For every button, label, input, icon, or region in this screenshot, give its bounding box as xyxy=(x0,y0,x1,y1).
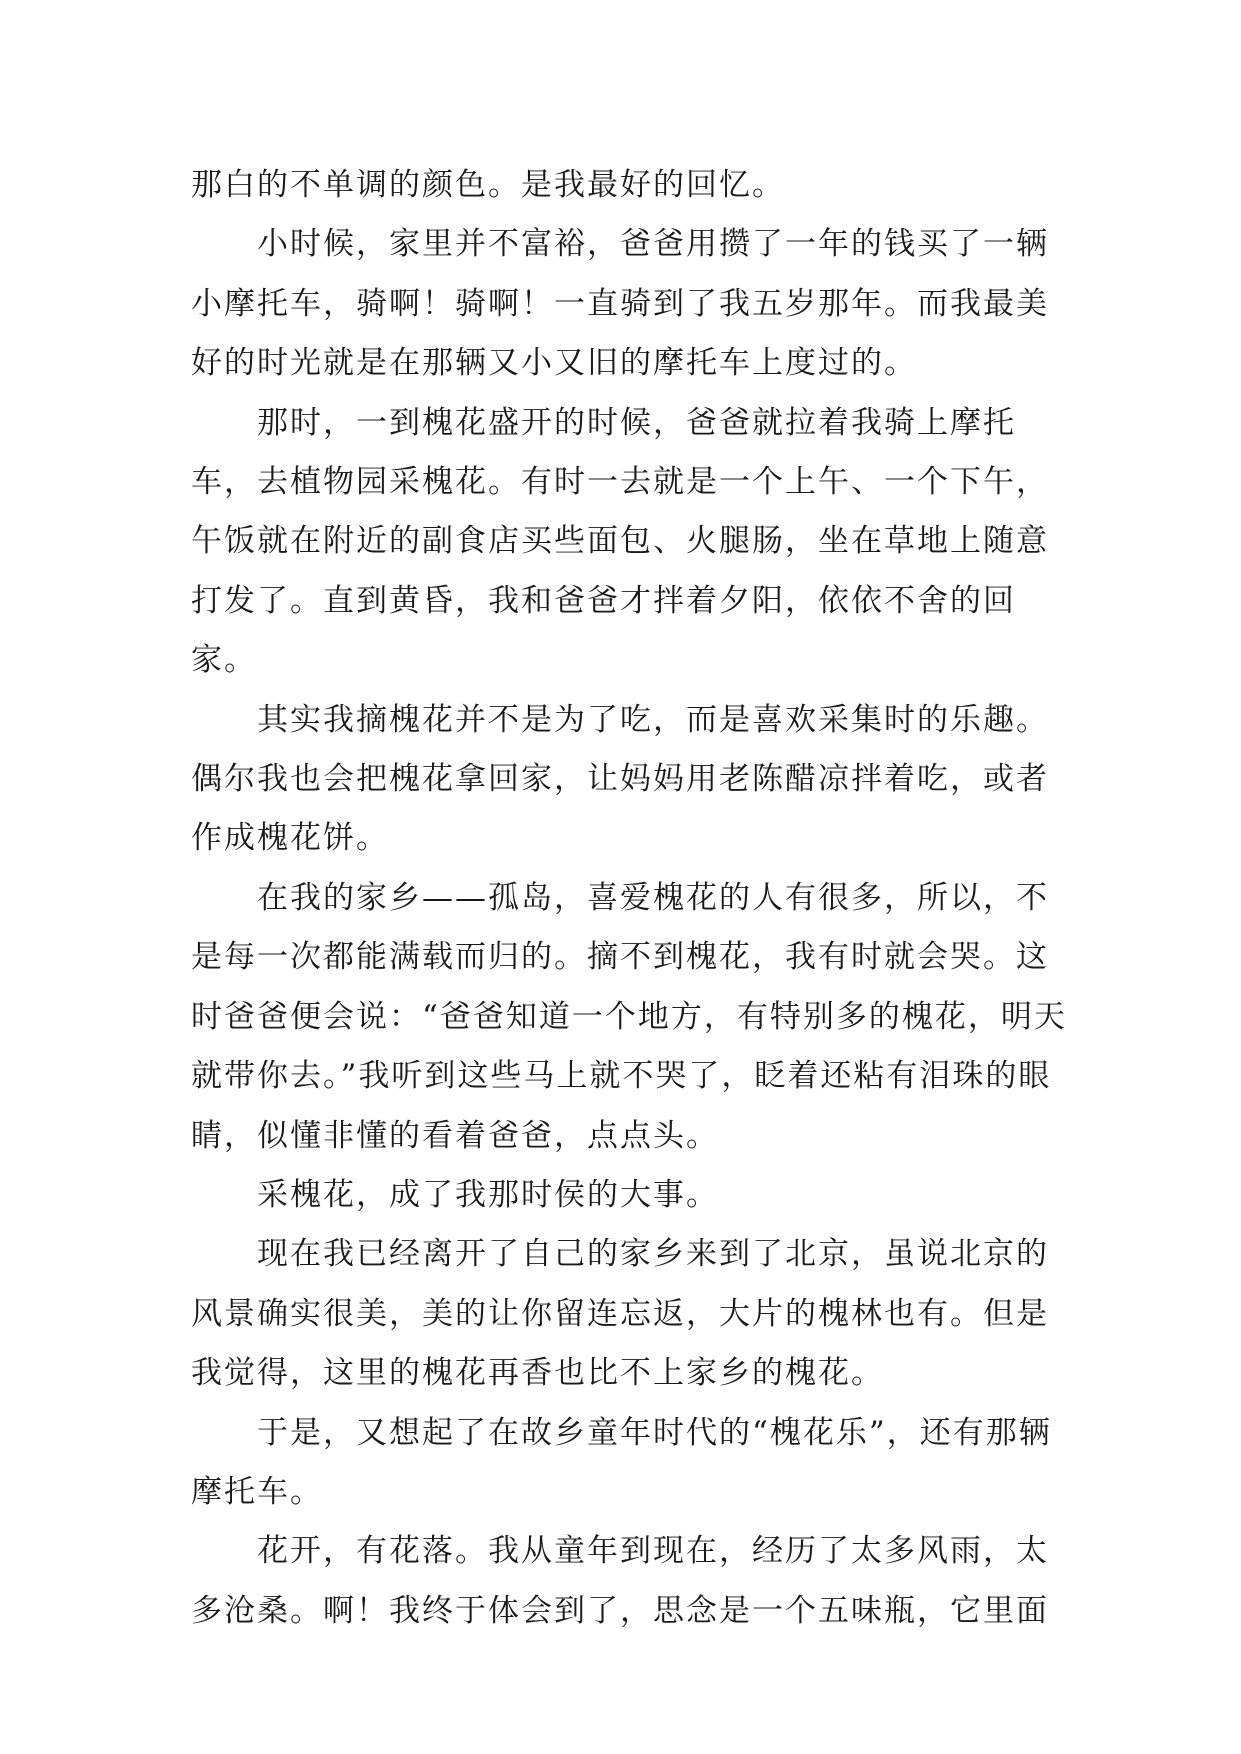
paragraph: 于是，又想起了在故乡童年时代的“槐花乐”，还有那辆摩托车。 xyxy=(191,1414,1052,1510)
document-body xyxy=(191,156,1071,1641)
paragraph: 那时，一到槐花盛开的时候，爸爸就拉着我骑上摩托车，去植物园采槐花。有时一去就是一个上午、一个下午，午饭就在附近的副食店买些面包、火腿肠，坐在草地上随意打发了。直到黄昏，我和爸爸才拌着夕阳，依依不舍的回家。 xyxy=(191,404,1049,679)
paragraph: 采槐花，成了我那时侯的大事。 xyxy=(257,1176,719,1213)
paragraph: 花开，有花落。我从童年到现在，经历了太多风雨，太多沧桑。啊！我终于体会到了，思念是一个五味瓶，它里面 xyxy=(191,1533,1049,1629)
paragraph: 那白的不单调的颜色。是我最好的回忆。 xyxy=(191,167,785,203)
paragraph: 小时候，家里并不富裕，爸爸用攒了一年的钱买了一辆小摩托车，骑啊！骑啊！一直骑到了我五岁那年。而我最美好的时光就是在那辆又小又旧的摩托车上度过的。 xyxy=(191,226,1049,382)
paragraph: 在我的家乡——孤岛，喜爱槐花的人有很多，所以，不是每一次都能满载而归的。摘不到槐花，我有时就会哭。这时爸爸便会说：“爸爸知道一个地方，有特别多的槐花，明天就带你去。”我听到这些马上就不哭了，眨着还粘有泪珠的眼睛，似懂非懂的看着爸爸，点点头。 xyxy=(191,879,1067,1154)
paragraph: 现在我已经离开了自己的家乡来到了北京，虽说北京的风景确实很美，美的让你留连忘返，大片的槐林也有。但是我觉得，这里的槐花再香也比不上家乡的槐花。 xyxy=(191,1236,1049,1392)
paragraph: 其实我摘槐花并不是为了吃，而是喜欢采集时的乐趣。偶尔我也会把槐花拿回家，让妈妈用老陈醋凉拌着吃，或者作成槐花饼。 xyxy=(191,701,1049,857)
